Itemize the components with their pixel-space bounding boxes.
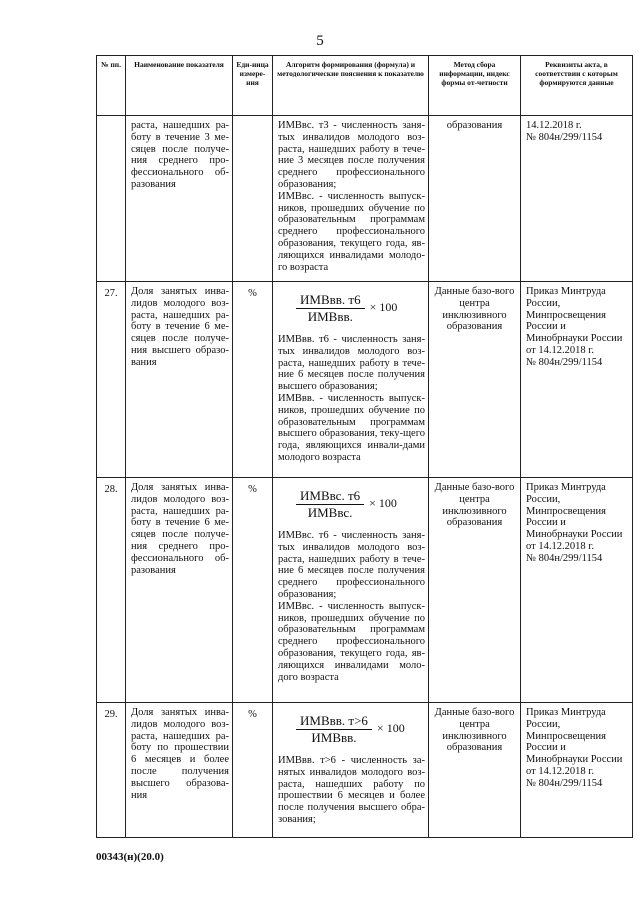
row-name: Доля занятых инва-лидов молодого воз-раста, нашедших ра-боту в течение 6 ме-сяцев после получе-ния высшего образо-вания (126, 282, 233, 478)
row-requisites: Приказ Минтруда России, Минпросвещения России и Минобрнауки России от 14.12.2018 г. № 804н/299/1154 (521, 703, 633, 838)
row-method: образования (429, 116, 521, 282)
row-name: раста, нашедших ра-боту в течение 3 ме-сяцев после получе-ния среднего про-фессионального об-разования (126, 116, 233, 282)
formula (296, 484, 425, 524)
header-unit: Еди-ница измере-ния (233, 56, 273, 116)
row-algo (273, 703, 429, 838)
fraction (296, 712, 372, 745)
row-method: Данные базо-вого центра инклюзивного образования (429, 703, 521, 838)
row-requisites: 14.12.2018 г. № 804н/299/1154 (521, 116, 633, 282)
formula (296, 288, 425, 328)
formula-denominator: ИМВвс. (307, 504, 353, 520)
indicators-table (96, 55, 633, 838)
formula-factor: × 100 (376, 721, 405, 736)
table-row (97, 703, 633, 838)
row-unit (233, 116, 273, 282)
row-requisites: Приказ Минтруда России, Минпросвещения России и Минобрнауки России от 14.12.2018 г. № 804н/299/1154 (521, 282, 633, 478)
formula-denominator: ИМВвв. (307, 308, 353, 324)
row-num (97, 116, 126, 282)
formula-factor: × 100 (369, 496, 397, 511)
header-algo: Алгоритм формирования (формула) и методологические пояснения к показателю (273, 56, 429, 116)
formula-numerator: ИМВвв. т>6 (296, 715, 372, 730)
algo-text: ИМВвв. т6 - численность заня-тых инвалидов молодого воз-раста, нашедших работу в тече-ние 6 месяцев после получения высшего образования; ИМВвв. - численность выпуск-ников, прошедших обучение по образовательным программам высшего образования, теку-щего года, являющихся инвали-дами молодого возраста (278, 334, 425, 463)
row-name: Доля занятых инва-лидов молодого воз-раста, нашедших ра-боту по прошествии 6 месяцев и более после получения высшего образова-ния (126, 703, 233, 838)
header-num: № пп. (97, 56, 126, 116)
header-name: Наименование показателя (126, 56, 233, 116)
formula-factor: × 100 (369, 300, 398, 315)
algo-text: ИМВвс. т3 - численность заня-тых инвалидов молодого воз-раста, нашедших работу в тече-ние 3 месяцев после получения среднего профессионального образования; ИМВвс. - численность выпуск-ников, прошедших обучение по образовательным программам среднего профессионального образования, текущего года, яв-ляющихся инвалидами молодо-го возраста (278, 120, 425, 273)
row-num: 28. (97, 478, 126, 703)
row-num: 27. (97, 282, 126, 478)
formula (296, 709, 425, 749)
header-requisites: Реквизиты акта, в соответствии с которым формируются данные (521, 56, 633, 116)
fraction (296, 487, 364, 520)
row-unit: % (233, 703, 273, 838)
row-algo (273, 478, 429, 703)
table-row (97, 282, 633, 478)
fraction (296, 291, 365, 324)
algo-text: ИМВвв. т>6 - численность за-нятых инвалидов молодого воз-раста, нашедших работу по прошествии 6 месяцев и более после получения высшего обра-зования; (278, 755, 425, 825)
formula-denominator: ИМВвв. (311, 729, 357, 745)
row-num: 29. (97, 703, 126, 838)
row-method: Данные базо-вого центра инклюзивного образования (429, 478, 521, 703)
row-unit: % (233, 478, 273, 703)
algo-text: ИМВвс. т6 - численность заня-тых инвалидов молодого воз-раста, нашедших работу в тече-ние 6 месяцев после получения среднего профессионального образования; ИМВвс. - численность выпуск-ников, прошедших обучение по образовательным программам среднего профессионального образования, текущего года, яв-ляющихся инвалидами моло-дого возраста (278, 530, 425, 683)
row-algo (273, 116, 429, 282)
page-number: 5 (316, 33, 324, 49)
header-method: Метод сбора информации, индекс формы от-четности (429, 56, 521, 116)
row-name: Доля занятых инва-лидов молодого воз-раста, нашедших ра-боту в течение 6 ме-сяцев после получе-ния среднего про-фессионального об-разования (126, 478, 233, 703)
table-header-row (97, 56, 633, 116)
row-algo (273, 282, 429, 478)
row-requisites: Приказ Минтруда России, Минпросвещения России и Минобрнауки России от 14.12.2018 г. № 804н/299/1154 (521, 478, 633, 703)
table-row (97, 116, 633, 282)
formula-numerator: ИМВвв. т6 (296, 294, 365, 309)
row-unit: % (233, 282, 273, 478)
table-row (97, 478, 633, 703)
row-method: Данные базо-вого центра инклюзивного образования (429, 282, 521, 478)
formula-numerator: ИМВвс. т6 (296, 490, 364, 505)
document-code: 00343(н)(20.0) (96, 851, 164, 863)
